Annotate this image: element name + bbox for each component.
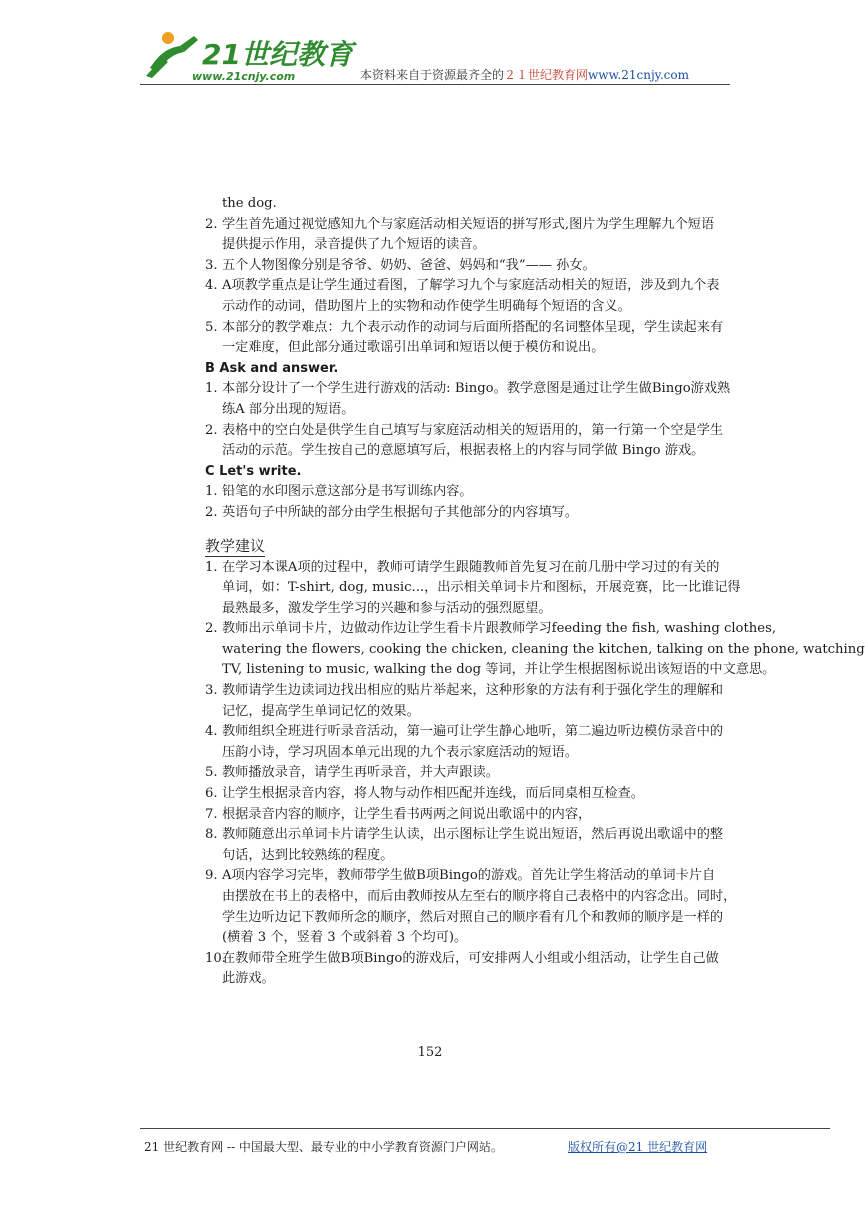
list-item: [205, 558, 745, 579]
list-item-text: 教师出示单词卡片，边做动作边让学生看卡片跟教师学习feeding the fish, washing clothes,: [222, 621, 777, 637]
spacer: [205, 524, 745, 534]
list-item-number: 8.: [205, 827, 218, 843]
section-heading: C Let's write.: [205, 463, 302, 479]
list-item-continuation: 句话，达到比较熟练的程度。: [222, 847, 394, 863]
list-item-number: 3.: [205, 257, 218, 273]
list-item-text: 教师播放录音，请学生再听录音，并大声跟读。: [222, 765, 499, 781]
list-item: [205, 784, 745, 805]
list-item-continuation: (横着 3 个，竖着 3 个或斜着 3 个均可)。: [222, 930, 468, 946]
list-item-text: 英语句子中所缺的部分由学生根据句子其他部分的内容填写。: [222, 504, 579, 520]
list-item: [205, 825, 745, 846]
list-item-text: 在教师带全班学生做B项Bingo的游戏后，可安排两人小组或小组活动，让学生自己做: [222, 950, 719, 966]
list-item-number: 2.: [205, 621, 218, 637]
list-item-continuation: TV, listening to music, walking the dog 等词，并让学生根据图标说出该短语的中文意思。: [222, 662, 776, 678]
list-item-continuation: 由摆放在书上的表格中，而后由教师按从左至右的顺序将自己表格中的内容念出。同时，: [222, 889, 737, 904]
list-item-continuation: watering the flowers, cooking the chicken, cleaning the kitchen, talking on the phone, watching: [222, 641, 865, 657]
list-item-text: 根据录音内容的顺序，让学生看书两两之间说出歌谣中的内容，: [222, 806, 592, 822]
list-item-continuation: 一定难度，但此部分通过歌谣引出单词和短语以便于模仿和说出。: [222, 340, 605, 356]
list-item-text: 教师随意出示单词卡片请学生认读，出示图标让学生说出短语，然后再说出歌谣中的整: [222, 827, 724, 843]
list-item-continuation: 记忆，提高学生单词记忆的效果。: [222, 703, 420, 719]
list-item: [205, 866, 745, 887]
list-item-number: 2.: [205, 422, 218, 438]
list-item-continuation: 压韵小诗，学习巩固本单元出现的九个表示家庭活动的短语。: [222, 744, 579, 760]
page-header: [0, 0, 860, 90]
list-item: [205, 949, 745, 970]
logo-url: www.21cnjy.com: [192, 70, 296, 83]
footer-divider: [140, 1128, 830, 1129]
list-item: [205, 276, 745, 297]
footer-copyright-link[interactable]: 版权所有@21 世纪教育网: [568, 1140, 708, 1154]
source-url-link[interactable]: www.21cnjy.com: [588, 68, 689, 82]
list-item-continuation: 学生边听边记下教师所念的顺序，然后对照自己的顺序看有几个和教师的顺序是一样的: [222, 909, 724, 925]
list-item-number: 1.: [205, 381, 218, 397]
heading-text: 教学建议: [205, 536, 266, 555]
list-item-text: A项教学重点是让学生通过看图，了解学习九个与家庭活动相关的短语，涉及到九个表: [222, 278, 720, 294]
list-item-number: 7.: [205, 806, 218, 822]
list-item-text: 教师组织全班进行听录音活动，第一遍可让学生静心地听，第二遍边听边模仿录音中的: [222, 724, 724, 740]
document-body: [205, 194, 865, 990]
list-item-continuation: 练A 部分出现的短语。: [222, 401, 355, 417]
list-item-number: 1.: [205, 484, 218, 500]
list-item: [205, 318, 745, 339]
list-item-number: 1.: [205, 559, 218, 575]
list-item: [205, 256, 745, 277]
header-divider: [140, 84, 730, 85]
list-item-text: 本部分设计了一个学生进行游戏的活动: Bingo。教学意图是通过让学生做Bingo游戏熟: [222, 381, 731, 397]
list-item-continuation: 活动的示范。学生按自己的意愿填写后，根据表格上的内容与同学做 Bingo 游戏。: [222, 443, 705, 459]
list-item-continuation: 最熟最多，激发学生学习的兴趣和参与活动的强烈愿望。: [222, 600, 552, 616]
teaching-suggestions-heading: [205, 534, 745, 558]
list-item-number: 4.: [205, 724, 218, 740]
list-item-continuation: 单词，如：T-shirt, dog, music...，出示相关单词卡片和图标，开展竞赛，比一比谁记得: [222, 580, 741, 596]
list-item: [205, 215, 745, 236]
list-item: [205, 681, 745, 702]
page-number: 152: [417, 1045, 443, 1060]
logo-title: 21世纪教育: [202, 38, 353, 71]
list-item-number: 6.: [205, 786, 218, 802]
list-item-text: 五个人物图像分别是爷爷、奶奶、爸爸、妈妈和“我”—— 孙女。: [222, 257, 596, 273]
source-site: ２１世纪教育网: [504, 68, 589, 82]
list-item-continuation: 此游戏。: [222, 971, 275, 987]
list-item-text: 表格中的空白处是供学生自己填写与家庭活动相关的短语用的，第一行第一个空是学生: [222, 422, 724, 438]
list-item-text: 在学习本课A项的过程中，教师可请学生跟随教师首先复习在前几册中学习过的有关的: [222, 559, 720, 575]
list-item-text: 本部分的教学难点：九个表示动作的动词与后面所搭配的名词整体呈现，学生读起来有: [222, 319, 724, 335]
footer-text: 21 世纪教育网 -- 中国最大型、最专业的中小学教育资源门户网站。: [144, 1140, 503, 1154]
list-item-number: 4.: [205, 278, 218, 294]
list-item-number: 3.: [205, 683, 218, 699]
list-item: [205, 379, 745, 400]
list-item-number: 5.: [205, 319, 218, 335]
header-source-text: [360, 66, 689, 83]
source-prefix: 本资料来自于资源最齐全的: [360, 68, 505, 82]
list-item: [205, 619, 777, 640]
list-item-continuation: the dog.: [222, 196, 277, 211]
list-item-number: 2.: [205, 216, 218, 232]
list-item-text: 学生首先通过视觉感知九个与家庭活动相关短语的拼写形式,图片为学生理解九个短语: [222, 216, 715, 232]
list-item: [205, 722, 745, 743]
list-item-continuation: 提供提示作用，录音提供了九个短语的读音。: [222, 237, 486, 253]
list-item-continuation: 示动作的动词，借助图片上的实物和动作使学生明确每个短语的含义。: [222, 298, 631, 314]
list-item-text: A项内容学习完毕，教师带学生做B项Bingo的游戏。首先让学生将活动的单词卡片自: [222, 868, 716, 884]
list-item: [205, 805, 745, 826]
list-item: [205, 421, 745, 442]
site-logo: [140, 28, 353, 84]
list-item: [205, 503, 745, 524]
list-item-number: 2.: [205, 504, 218, 520]
section-heading: B Ask and answer.: [205, 360, 339, 376]
list-item-text: 教师请学生边读词边找出相应的贴片举起来，这种形象的方法有利于强化学生的理解和: [222, 683, 724, 699]
list-item-number: 5.: [205, 765, 218, 781]
list-item-text: 让学生根据录音内容，将人物与动作相匹配并连线，而后同桌相互检查。: [222, 786, 644, 802]
list-item: [205, 482, 745, 503]
list-item-number: 10.: [205, 950, 226, 966]
list-item: [205, 763, 745, 784]
list-item-number: 9.: [205, 868, 218, 884]
list-item-text: 铅笔的水印图示意这部分是书写训练内容。: [222, 484, 473, 500]
